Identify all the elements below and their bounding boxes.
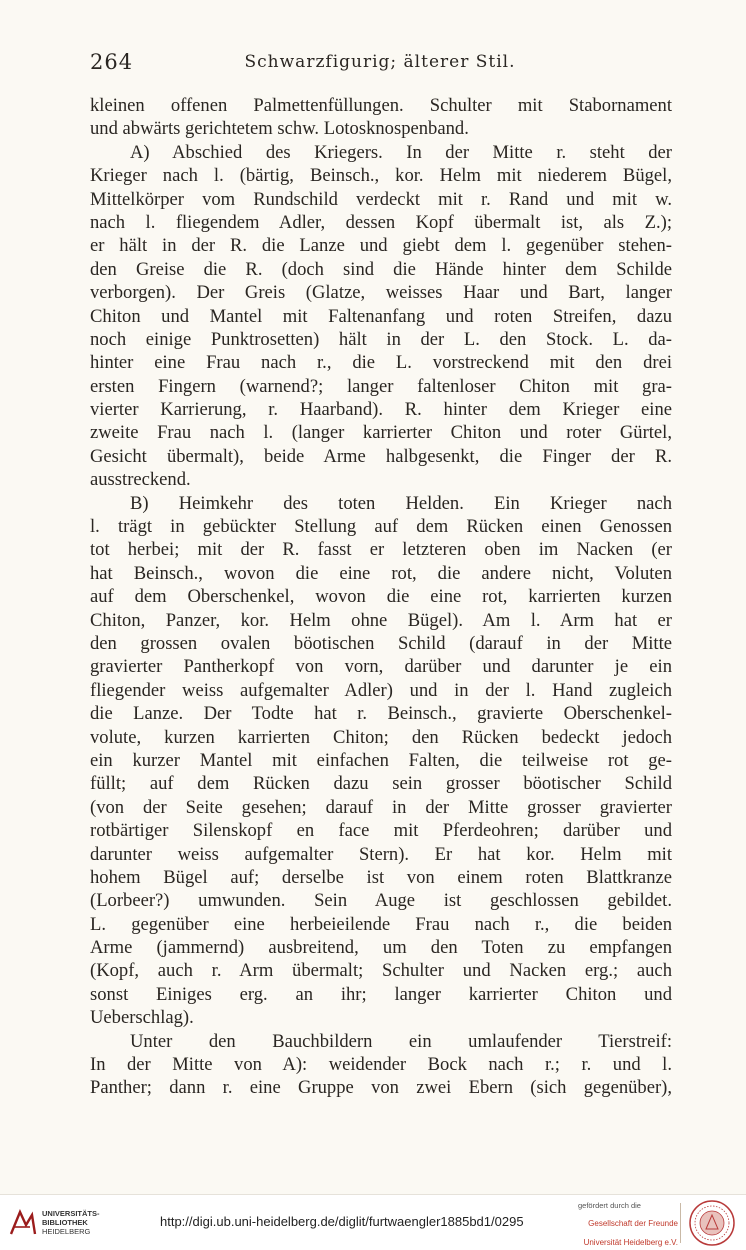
body-text: [90, 94, 672, 1100]
library-name-line: HEIDELBERG: [42, 1227, 91, 1236]
text-line: sonst Einiges erg. an ihr; langer karrierter Chiton und: [90, 983, 672, 1005]
university-seal-icon: [688, 1199, 736, 1247]
footer-divider: [680, 1203, 681, 1243]
text-line: Mittelkörper vom Rundschild verdeckt mit r. Rand und mit w.: [90, 188, 672, 210]
permalink-url[interactable]: http://digi.ub.uni-heidelberg.de/diglit/furtwaengler1885bd1/0295: [160, 1214, 524, 1229]
sponsor-name-line: Gesellschaft der Freunde: [588, 1219, 678, 1228]
text-line: (Kopf, auch r. Arm übermalt; Schulter und Nacken erg.; auch: [90, 960, 672, 982]
text-line: rotbärtiger Silenskopf en face mit Pferdeohren; darüber und: [90, 820, 672, 842]
sponsor-prefix: gefördert durch die: [578, 1201, 641, 1210]
text-line: hinter eine Frau nach r., die L. vorstreckend mit den drei: [90, 352, 672, 374]
sponsor-credit: [578, 1201, 678, 1248]
text-line: B) Heimkehr des toten Helden. Ein Krieger nach: [130, 492, 672, 514]
text-line: Panther; dann r. eine Gruppe von zwei Ebern (sich gegenüber),: [90, 1077, 672, 1099]
text-line: verborgen). Der Greis (Glatze, weisses Haar und Bart, langer: [90, 282, 672, 304]
text-line: (von der Seite gesehen; darauf in der Mitte grosser gravierter: [90, 796, 672, 818]
library-name-line: UNIVERSITÄTS-: [42, 1209, 100, 1218]
text-line: Unter den Bauchbildern ein umlaufender Tierstreif:: [130, 1030, 672, 1052]
text-line: kleinen offenen Palmettenfüllungen. Schulter mit Stabornament: [90, 95, 672, 116]
text-line: nach l. fliegendem Adler, dessen Kopf übermalt ist, als Z.);: [90, 211, 672, 233]
text-line: ersten Fingern (warnend?; langer faltenloser Chiton mit gra-: [90, 375, 672, 397]
text-line: er hält in der R. die Lanze und giebt dem l. gegenüber stehen-: [90, 235, 672, 257]
text-line: den Greise die R. (doch sind die Hände hinter dem Schilde: [90, 258, 672, 280]
sponsor-name-line: Universität Heidelberg e.V.: [583, 1238, 678, 1247]
text-line: Gesicht übermalt), beide Arme halbgesenkt, die Finger der R.: [90, 445, 672, 467]
text-line: Krieger nach l. (bärtig, Beinsch., kor. Helm mit niederem Bügel,: [90, 165, 672, 187]
text-line: den grossen ovalen böotischen Schild (darauf in der Mitte: [90, 632, 672, 654]
text-line: ausstreckend.: [90, 469, 191, 491]
text-line: noch einige Punktrosetten) hält in der L. den Stock. L. da-: [90, 328, 672, 350]
text-line: l. trägt in gebückter Stellung auf dem Rücken einen Genossen: [90, 516, 672, 538]
text-line: Chiton und Mantel mit Faltenanfang und roten Streifen, dazu: [90, 305, 672, 327]
text-line: fliegender weiss aufgemalter Adler) und in der l. Hand zugleich: [90, 679, 672, 701]
digitization-footer: [0, 1194, 746, 1250]
text-line: A) Abschied des Kriegers. In der Mitte r. steht der: [130, 141, 672, 163]
page-header: [90, 50, 670, 80]
text-line: zweite Frau nach l. (langer karrierter Chiton und roter Gürtel,: [90, 422, 672, 444]
library-logo-icon: [8, 1207, 38, 1237]
text-line: darunter weiss aufgemalter Stern). Er hat kor. Helm mit: [90, 843, 672, 865]
text-line: L. gegenüber eine herbeieilende Frau nach r., die beiden: [90, 913, 672, 935]
library-name-line: BIBLIOTHEK: [42, 1218, 88, 1227]
text-line: und abwärts gerichtetem schw. Lotosknospenband.: [90, 118, 469, 140]
text-line: Chiton, Panzer, kor. Helm ohne Bügel). Am l. Arm hat er: [90, 609, 672, 631]
text-line: hat Beinsch., wovon die eine rot, die andere nicht, Voluten: [90, 562, 672, 584]
text-line: füllt; auf dem Rücken dazu sein grosser böotischer Schild: [90, 773, 672, 795]
text-line: In der Mitte von A): weidender Bock nach r.; r. und l.: [90, 1054, 672, 1076]
text-line: die Lanze. Der Todte hat r. Beinsch., gravierte Oberschenkel-: [90, 703, 672, 725]
text-line: hohem Bügel auf; derselbe ist von einem roten Blattkranze: [90, 866, 672, 888]
text-line: (Lorbeer?) umwunden. Sein Auge ist geschlossen gebildet.: [90, 890, 672, 912]
text-line: Arme (jammernd) ausbreitend, um den Toten zu empfangen: [90, 937, 672, 959]
text-line: tot herbei; mit der R. fasst er letzteren oben im Nacken (er: [90, 539, 672, 561]
text-line: Ueberschlag).: [90, 1007, 194, 1029]
running-head: Schwarzfigurig; älterer Stil.: [244, 52, 516, 72]
text-line: vierter Karrierung, r. Haarband). R. hinter dem Krieger eine: [90, 399, 672, 421]
page-number: 264: [90, 50, 134, 74]
text-line: auf dem Oberschenkel, wovon die eine rot, karrierten kurzen: [90, 586, 672, 608]
library-name: [42, 1209, 100, 1236]
text-line: ein kurzer Mantel mit einfachen Falten, die teilweise rot ge-: [90, 749, 672, 771]
text-line: volute, kurzen karrierten Chiton; den Rücken bedeckt jedoch: [90, 726, 672, 748]
text-line: gravierter Pantherkopf von vorn, darüber und darunter je ein: [90, 656, 672, 678]
